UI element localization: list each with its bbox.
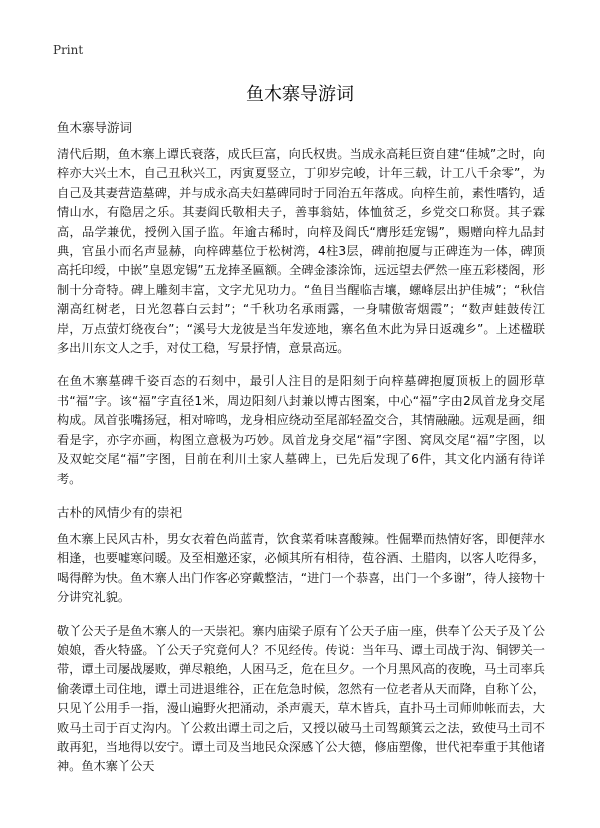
paragraph-stone-carving: 在鱼木寨墓碑千姿百态的石刻中，最引人注目的是阳刻于向梓墓碑抱厦顶板上的圆形草书“福”字。该“福”字直径1米，周边阳刻八封兼以博古图案，中心“福”字由2凤首龙身交尾构成。凤首张嘴扬冠，相对啼鸣，龙身相应绕动至尾部轻盈交合，其情融融。远观是画，细看是字，亦字亦画，构图立意极为巧妙。凤首龙身交尾“福”字图、窝凤交尾“福”字图，以及双蛇交尾“福”字图，目前在利川土家人墓碑上，已先后发现了6件，其文化内涵有待详考。 — [57, 374, 545, 486]
paragraph-history: 清代后期，鱼木寨上谭氏衰落，成氏巨富，向氏权贵。当成永高耗巨资自建“佳城”之时，向梓亦大兴土木，自己丑秋兴工，丙寅夏竖立，丁卯岁完峻，计年三载，计工八千余零”，为自己及其妻营造墓碑，并与成永高夫妇墓碑同时于同治五年落成。向梓生前，素性嗜钓，适情山水，有隐居之乐。其妻阎氏敬相夫子，善事翁姑，体恤贫乏，乡党交口称贤。其子霖高，品学兼优，授例入国子监。年逾古稀时，向梓及阎氏“膺彤廷宠锡”，赐赠向梓九品封典，官虽小而名声显赫，向梓碑墓位于松树湾，4柱3层，碑前抱厦与正碑连为一体，碑顶高托印绶，中嵌”皇恩宠锡”五龙捧圣匾额。全碑金漆涂饰，远远望去俨然一座五彩楼阁，形制十分奇特。碑上雕刻丰富，文字尤见功力。“鱼目当醒临吉壤，螺峰层出护佳城”；“秋信潮高红树老，日光忽暮白云封”；“千秋功名承雨露，一身啸傲寄烟霞”；“数声蛙鼓传江岸，万点萤灯绕夜台”；“溪号大龙彼是当年发迹地，寨名鱼木此为异日返魂乡”。上述楹联多出川东文人之手，对仗工稳，写景抒情，意景高远。 — [57, 147, 545, 356]
print-link[interactable]: Print — [53, 43, 84, 57]
paragraph-worship: 敬丫公天子是鱼木寨人的一天崇祀。寨内庙梁子原有丫公天子庙一座，供奉丫公天子及丫公娘娘，香火特盛。丫公天子究竟何人？不见经传。传说：当年马、谭土司战于沟、铜锣关一带，谭土司屡战屡败，弹尽粮绝，人困马乏，危在旦夕。一个月黑风高的夜晚，马土司率兵偷袭谭土司住地，谭土司进退维谷，正在危急时候，忽然有一位老者从天而降，自称丫公，只见丫公用手一指，漫山遍野火把涌动，杀声震天，草木皆兵，直扑马土司师帅帐而去，大败马土司于百丈沟内。丫公救出谭土司之后，又授以破马土司驾颠箕云之法，致使马土司不敢再犯，当地得以安宁。谭土司及当地民众深感丫公大德，修庙塑像，世代祀奉重于其他诸神。鱼木寨丫公天 — [57, 623, 545, 774]
page-title: 鱼木寨导游词 — [246, 84, 354, 105]
section-heading-intro: 鱼木寨导游词 — [57, 120, 133, 135]
paragraph-customs: 鱼木寨上民风古朴，男女衣着色尚蓝青，饮食菜肴味喜酸辣。性倔犟而热情好客，即便萍水相逢，也要嘘寒问暖。及至相邀还家，必倾其所有相待，苞谷酒、土腊肉，以客人吃得多，喝得醉为快。鱼木寨人出门作客必穿戴整洁，“进门一个恭喜，出门一个多谢”，待人接物十分讲究礼貌。 — [57, 531, 545, 605]
section-heading-customs: 古朴的风情少有的崇祀 — [57, 504, 183, 520]
article-body — [57, 118, 545, 791]
